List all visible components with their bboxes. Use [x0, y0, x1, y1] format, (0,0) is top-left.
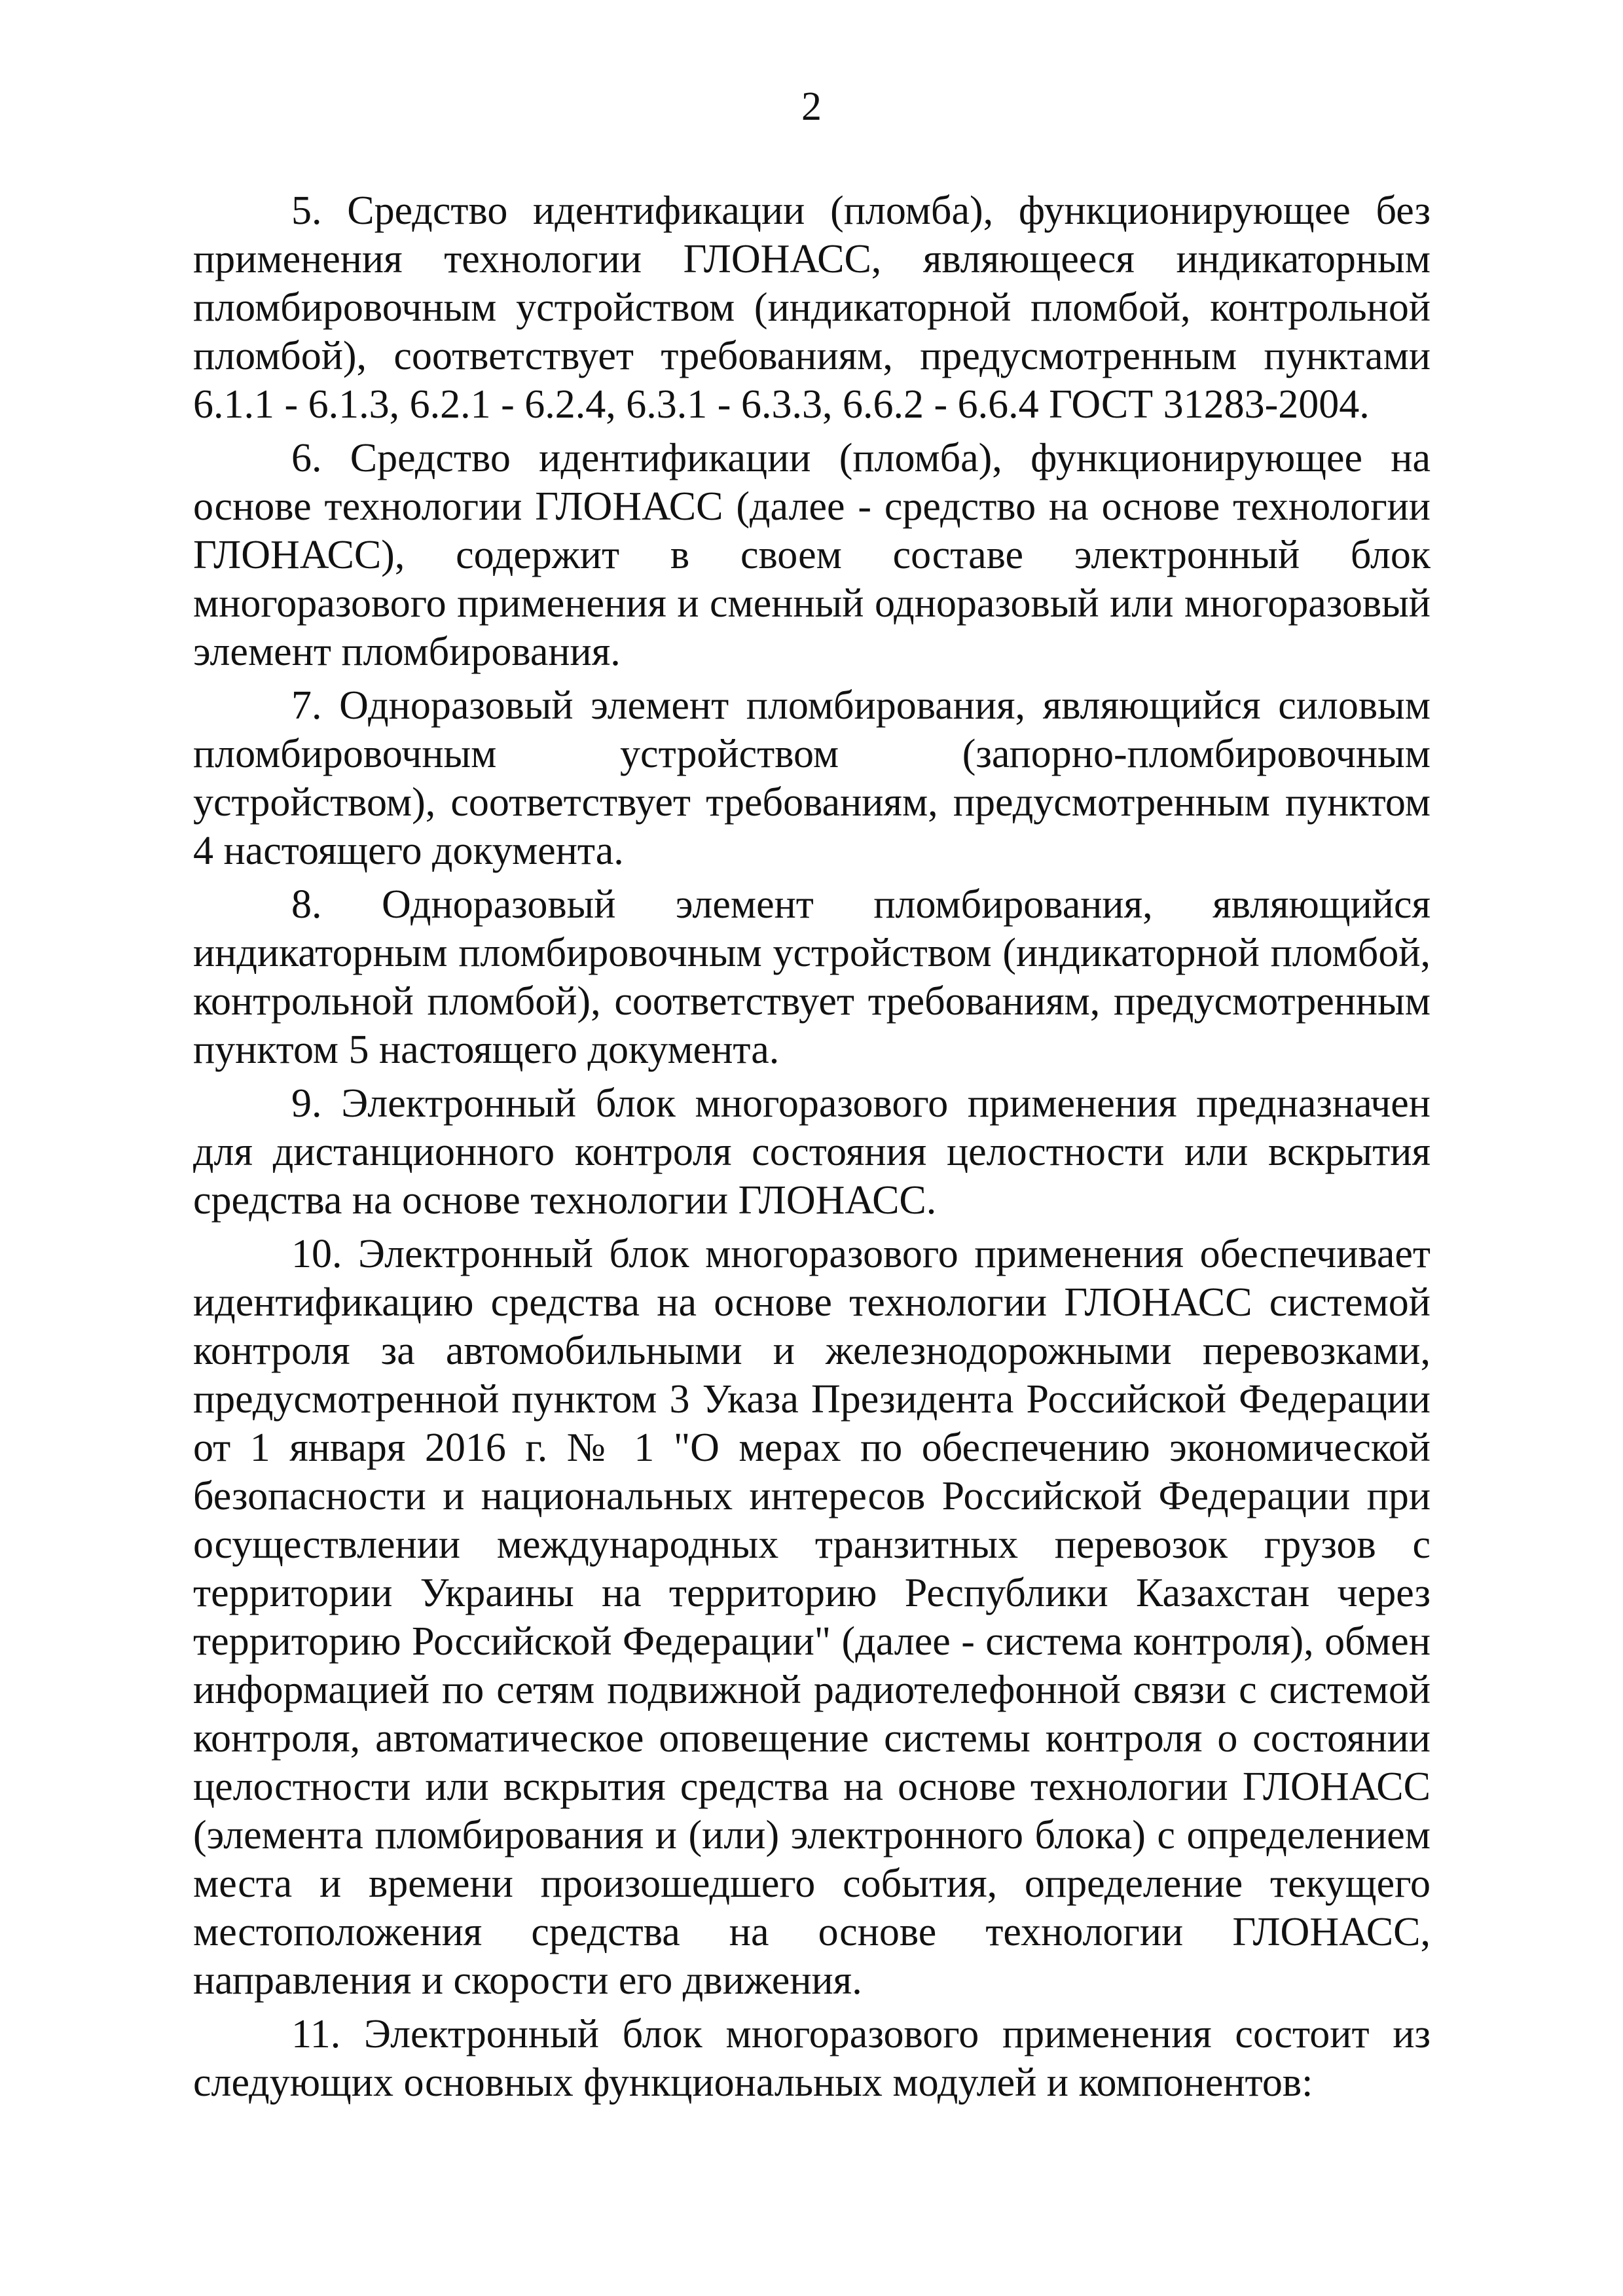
paragraph-text: Одноразовый элемент пломбирования, являющийся индикаторным пломбировочным устройством (индикаторной пломбой, контрольной пломбой), соответствует требованиям, предусмотренным пунктом 5 настоящего документа. — [193, 882, 1431, 1072]
page-number: 2 — [801, 84, 822, 129]
paragraph-number: 11. — [291, 2012, 341, 2056]
paragraph-number: 9. — [291, 1081, 322, 1126]
paragraph-10 — [193, 1230, 1431, 2005]
paragraph-number: 7. — [291, 683, 322, 728]
paragraph-5 — [193, 187, 1431, 429]
paragraph-number: 5. — [291, 188, 322, 233]
paragraph-text: Средство идентификации (пломба), функционирующее без применения технологии ГЛОНАСС, являющееся индикаторным пломбировочным устройством (индикаторной пломбой, контрольной пломбой), соответствует требованиям, предусмотренным пунктами 6.1.1 - 6.1.3, 6.2.1 - 6.2.4, 6.3.1 - 6.3.3, 6.6.2 - 6.6.4 ГОСТ 31283-2004. — [193, 188, 1431, 427]
paragraph-number: 6. — [291, 436, 322, 480]
paragraph-9 — [193, 1079, 1431, 1225]
document-body — [193, 187, 1431, 2112]
paragraph-11 — [193, 2010, 1431, 2107]
paragraph-text: Электронный блок многоразового применения обеспечивает идентификацию средства на основе технологии ГЛОНАСС системой контроля за автомобильными и железнодорожными перевозками, предусмотренной пунктом 3 Указа Президента Российской Федерации от 1 января 2016 г. № 1 "О мерах по обеспечению экономической безопасности и национальных интересов Российской Федерации при осуществлении международных транзитных перевозок грузов с территории Украины на территорию Республики Казахстан через территорию Российской Федерации" (далее - система контроля), обмен информацией по сетям подвижной радиотелефонной связи с системой контроля, автоматическое оповещение системы контроля о состоянии целостности или вскрытия средства на основе технологии ГЛОНАСС (элемента пломбирования и (или) электронного блока) с определением места и времени произошедшего события, определение текущего местоположения средства на основе технологии ГЛОНАСС, направления и скорости его движения. — [193, 1232, 1431, 2003]
paragraph-number: 10. — [291, 1232, 342, 1276]
paragraph-text: Электронный блок многоразового применения предназначен для дистанционного контроля состояния целостности или вскрытия средства на основе технологии ГЛОНАСС. — [193, 1081, 1431, 1223]
paragraph-8 — [193, 880, 1431, 1074]
paragraph-7 — [193, 681, 1431, 875]
paragraph-number: 8. — [291, 882, 322, 927]
paragraph-text: Средство идентификации (пломба), функционирующее на основе технологии ГЛОНАСС (далее - средство на основе технологии ГЛОНАСС), содержит в своем составе электронный блок многоразового применения и сменный одноразовый или многоразовый элемент пломбирования. — [193, 436, 1431, 674]
paragraph-6 — [193, 434, 1431, 676]
paragraph-text: Электронный блок многоразового применения состоит из следующих основных функциональных модулей и компонентов: — [193, 2012, 1431, 2105]
paragraph-text: Одноразовый элемент пломбирования, являющийся силовым пломбировочным устройством (запорно-пломбировочным устройством), соответствует требованиям, предусмотренным пунктом 4 настоящего документа. — [193, 683, 1431, 873]
